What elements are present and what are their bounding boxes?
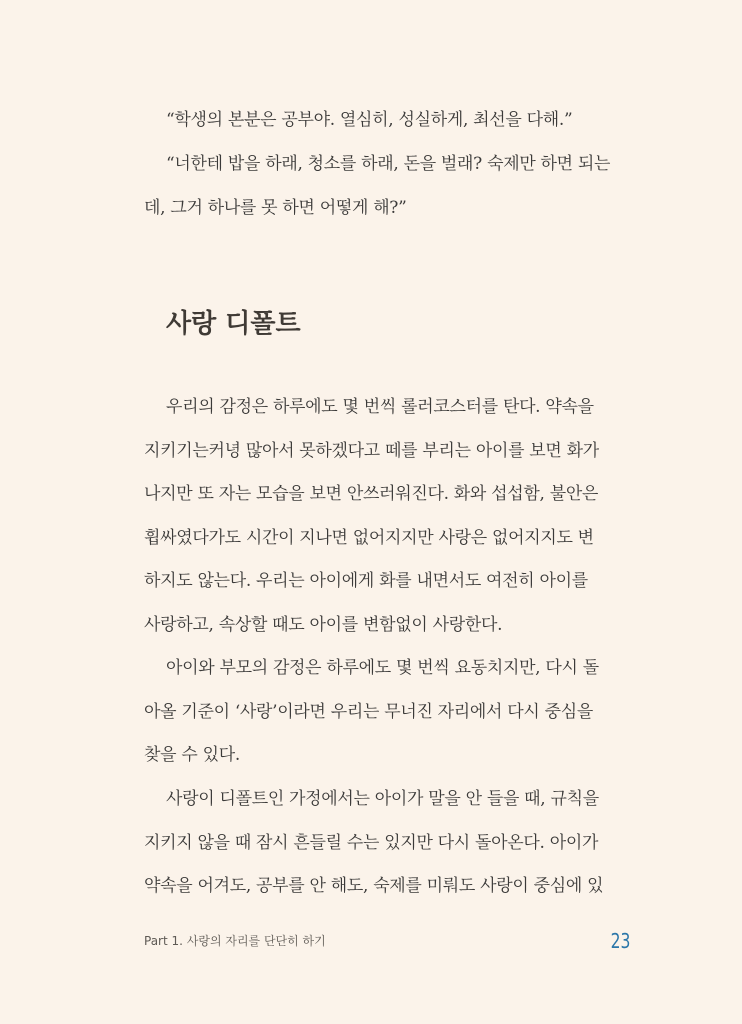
dialogue-line: “학생의 본분은 공부야. 열심히, 성실하게, 최선을 다해.” (166, 110, 573, 130)
dialogue-line: “너한테 밥을 하래, 청소를 하래, 돈을 벌래? 숙제만 하면 되는 (166, 154, 611, 174)
paragraph-line: 아이와 부모의 감정은 하루에도 몇 번씩 요동치지만, 다시 돌 (166, 658, 599, 678)
paragraph-line: 지키기는커녕 많아서 못하겠다고 떼를 부리는 아이를 보면 화가 (144, 441, 599, 461)
paragraph-line: 찾을 수 있다. (144, 745, 240, 765)
section-title: 사랑 디폴트 (166, 309, 301, 339)
paragraph-line: 지키지 않을 때 잠시 흔들릴 수는 있지만 다시 돌아온다. 아이가 (144, 833, 599, 853)
paragraph-line: 휩싸였다가도 시간이 지나면 없어지지만 사랑은 없어지지도 변 (144, 528, 594, 548)
paragraph-line: 나지만 또 자는 모습을 보면 안쓰러워진다. 화와 섭섭함, 불안은 (144, 484, 599, 504)
paragraph-line: 아올 기준이 ‘사랑’이라면 우리는 무너진 자리에서 다시 중심을 (144, 702, 593, 722)
paragraph-line: 사랑이 디폴트인 가정에서는 아이가 말을 안 들을 때, 규칙을 (166, 789, 599, 809)
paragraph-line: 사랑하고, 속상할 때도 아이를 변함없이 사랑한다. (144, 615, 503, 635)
running-footer: Part 1. 사랑의 자리를 단단히 하기 (144, 934, 326, 948)
paragraph-line: 하지도 않는다. 우리는 아이에게 화를 내면서도 여전히 아이를 (144, 571, 588, 591)
paragraph-line: 우리의 감정은 하루에도 몇 번씩 롤러코스터를 탄다. 약속을 (166, 397, 594, 417)
paragraph-line: 약속을 어겨도, 공부를 안 해도, 숙제를 미뤄도 사랑이 중심에 있 (144, 876, 604, 896)
dialogue-line: 데, 그거 하나를 못 하면 어떻게 해?” (144, 198, 407, 218)
page-number: 23 (610, 929, 630, 953)
